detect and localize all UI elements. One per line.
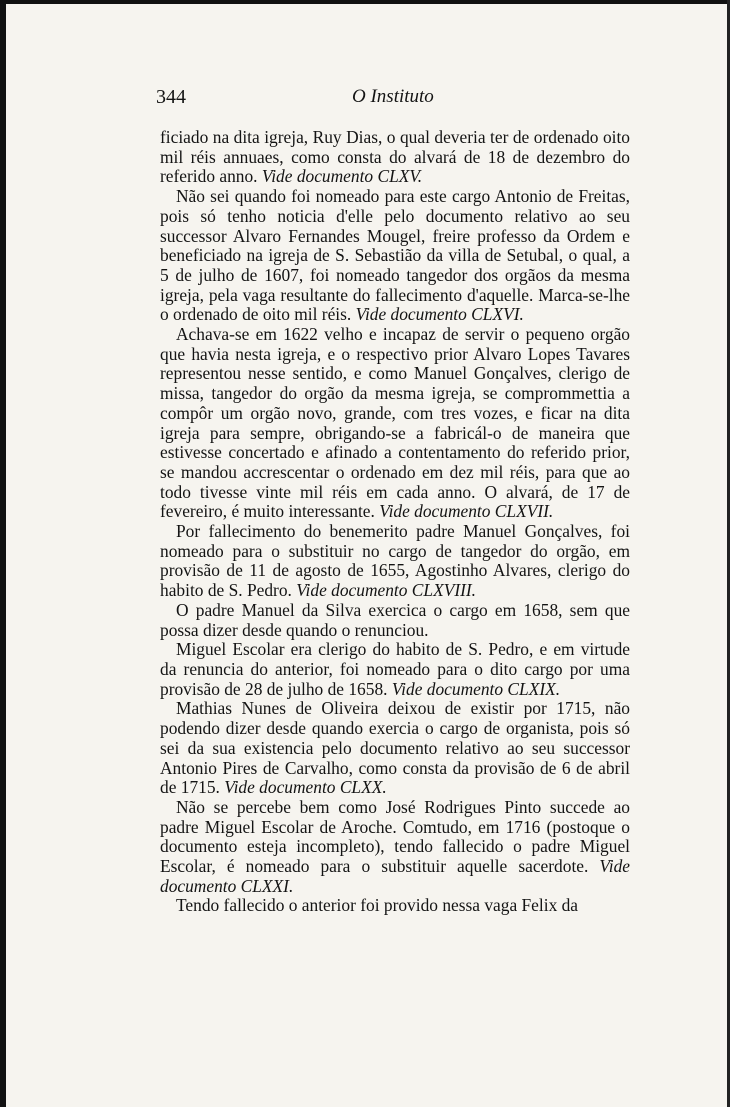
paragraph: Achava-se em 1622 velho e incapaz de servir o pequeno orgão que havia nesta igreja, e o respectivo prior Alvaro Lopes Tavares representou nesse sentido, e como Manuel Gonçalves, clerigo de missa, tangedor do orgão da mesma igreja, se comprommettia a compôr um orgão novo, grande, com tres vozes, e ficar na dita igreja para sempre, obrigando-se a fabricál-o de maneira que estivesse concertado e afinado a contentamento do referido prior, se mandou accrescentar o ordenado em dez mil réis, para que ao todo tivesse vinte mil réis em cada anno. O alvará, de 17 de fevereiro, é muito interessante. Vide documento CLXVII.	[160, 324, 630, 522]
book-page	[156, 80, 630, 916]
scan-border-top	[0, 0, 730, 4]
document-reference: Vide documento CLXVI.	[355, 304, 524, 325]
paragraph: ficiado na dita igreja, Ruy Dias, o qual deveria ter de ordenado oito mil réis annuaes, como consta do alvará de 18 de dezembro do referido anno. Vide documento CLXV.	[160, 127, 630, 187]
paragraph: Não sei quando foi nomeado para este cargo Antonio de Freitas, pois só tenho noticia d'elle pelo documento relativo ao seu successor Alvaro Fernandes Mougel, freire professo da Ordem e beneficiado na igreja de S. Sebastião da villa de Setubal, o qual, a 5 de julho de 1607, foi nomeado tangedor dos orgãos da mesma igreja, pela vaga resultante do fallecimento d'aquelle. Marca-se-lhe o ordenado de oito mil réis. Vide documento CLXVI.	[160, 186, 630, 325]
paragraph: O padre Manuel da Silva exercica o cargo em 1658, sem que possa dizer desde quando o renunciou.	[160, 599, 630, 640]
paragraph: Miguel Escolar era clerigo do habito de S. Pedro, e em virtude da renuncia do anterior, foi nomeado para o dito cargo por uma provisão de 28 de julho de 1658. Vide documento CLXIX.	[160, 639, 630, 699]
body-text	[160, 128, 630, 916]
paragraph: Por fallecimento do benemerito padre Manuel Gonçalves, foi nomeado para o substituir no cargo de tangedor do orgão, em provisão de 11 de agosto de 1655, Agostinho Alvares, clerigo do habito de S. Pedro. Vide documento CLXVIII.	[160, 521, 630, 601]
document-reference: Vide documento CLXVII.	[379, 501, 554, 522]
document-reference: Vide documento CLXVIII.	[296, 580, 477, 601]
document-reference: Vide documento CLXIX.	[391, 678, 561, 699]
paragraph: Não se percebe bem como José Rodrigues Pinto succede ao padre Miguel Escolar de Aroche. Comtudo, em 1716 (postoque o documento esteja incompleto), tendo fallecido o padre Miguel Escolar, é nomeado para o substituir aquelle sacerdote. Vide documento CLXXI.	[160, 796, 630, 896]
document-reference: Vide documento CLXXI.	[160, 856, 630, 896]
document-reference: Vide documento CLXV.	[261, 166, 423, 187]
scan-border-left	[0, 0, 6, 1107]
running-head	[156, 80, 630, 112]
document-reference: Vide documento CLXX.	[224, 777, 387, 798]
running-title: O Instituto	[352, 86, 434, 107]
paragraph: Mathias Nunes de Oliveira deixou de existir por 1715, não podendo dizer desde quando exercia o cargo de organista, pois só sei da sua existencia pelo documento relativo ao seu successor Antonio Pires de Carvalho, como consta da provisão de 6 de abril de 1715. Vide documento CLXX.	[160, 698, 630, 798]
page-number: 344	[156, 86, 186, 108]
paragraph: Tendo fallecido o anterior foi provido nessa vaga Felix da	[176, 895, 579, 916]
